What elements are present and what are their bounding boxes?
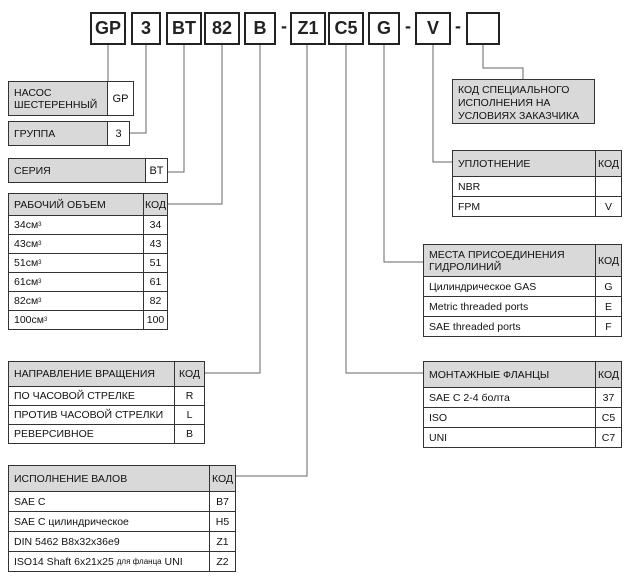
table-row [9, 310, 167, 329]
table-row [9, 386, 204, 405]
rotation-code: B [174, 425, 204, 443]
table-header-row [453, 151, 621, 176]
port-name: Metric threaded ports [429, 300, 529, 313]
shafts-header: ИСПОЛНЕНИЕ ВАЛОВ [14, 472, 128, 485]
table-header-row [9, 194, 167, 215]
seal-code [595, 177, 621, 196]
displacement-value: 51 см 3 [14, 257, 42, 269]
flange-name: ISO [429, 411, 448, 424]
table-row [424, 276, 621, 296]
shaft-code: Z1 [209, 532, 235, 551]
rotation-header: НАПРАВЛЕНИЕ ВРАЩЕНИЯ [14, 368, 156, 380]
code-box-ports: G [368, 12, 400, 45]
code-box-flange: C5 [328, 12, 364, 45]
displacement-value: 34 см 3 [14, 219, 42, 231]
port-code: F [595, 317, 621, 336]
seal-name: FPM [458, 200, 481, 213]
seals-table [452, 150, 622, 217]
connector-flanges [346, 45, 425, 373]
seals-header: УПЛОТНЕНИЕ [458, 157, 531, 170]
port-name: Цилиндрическое GAS [429, 280, 537, 293]
table-row [424, 316, 621, 336]
code-dash: - [405, 16, 411, 36]
table-row [9, 253, 167, 272]
connector-seals [433, 45, 454, 162]
code-dash: - [455, 16, 461, 36]
code-header: КОД [143, 194, 167, 215]
code-box-shaft: Z1 [290, 12, 326, 45]
rotation-table [8, 361, 205, 444]
displacement-code: 51 [143, 254, 167, 272]
displacement-code: 82 [143, 292, 167, 310]
table-row [9, 424, 204, 443]
connector-displacement [168, 45, 222, 204]
table-row [9, 531, 235, 551]
port-code: G [595, 277, 621, 296]
table-row [424, 407, 621, 427]
table-row [9, 511, 235, 531]
table-row [9, 291, 167, 310]
code-box-rotation: B [244, 12, 276, 45]
flange-code: C5 [595, 408, 621, 427]
connector-special [483, 45, 523, 79]
seal-name: NBR [458, 180, 481, 193]
pump-type-value: GP [107, 82, 133, 115]
table-row [424, 296, 621, 316]
shaft-code: Z2 [209, 552, 235, 571]
group-box [8, 121, 130, 146]
displacement-value: 61 см 3 [14, 276, 42, 288]
shaft-name: SAE C [14, 495, 46, 508]
displacement-header: РАБОЧИЙ ОБЪЕМ [14, 198, 106, 211]
table-header-row [424, 362, 621, 387]
connector-shafts [236, 45, 307, 476]
flanges-header: МОНТАЖНЫЕ ФЛАНЦЫ [429, 368, 550, 381]
code-box-series: BT [166, 12, 202, 45]
ports-table [423, 244, 622, 337]
rotation-name: ПРОТИВ ЧАСОВОЙ СТРЕЛКИ [14, 409, 164, 421]
code-header: КОД [595, 362, 621, 387]
table-header-row [424, 245, 621, 276]
pump-type-box [8, 81, 134, 116]
shafts-table [8, 465, 236, 572]
displacement-code: 43 [143, 235, 167, 253]
table-row [424, 427, 621, 447]
code-header: КОД [595, 245, 621, 276]
flange-name: UNI [429, 431, 448, 444]
displacement-value: 43 см 3 [14, 238, 42, 250]
shaft-name: ISO14 Shaft 6x21x25 для фланца UNI [14, 555, 183, 568]
code-box-displacement: 82 [204, 12, 240, 45]
seal-code: V [595, 197, 621, 216]
displacement-value: 82 см 3 [14, 295, 42, 307]
pump-type-label: НАСОС ШЕСТЕРЕННЫЙ [14, 86, 98, 111]
code-header: КОД [595, 151, 621, 176]
table-row [9, 551, 235, 571]
flange-name: SAE C 2-4 болта [429, 391, 510, 404]
flange-code: 37 [595, 388, 621, 407]
table-row [9, 491, 235, 511]
flanges-table [423, 361, 622, 448]
table-header-row [9, 466, 235, 491]
port-code: E [595, 297, 621, 316]
table-header-row [9, 362, 204, 386]
code-box-seal: V [415, 12, 451, 45]
code-box-type: GP [90, 12, 126, 45]
connector-series [168, 45, 184, 172]
rotation-name: РЕВЕРСИВНОЕ [14, 428, 94, 440]
rotation-name: ПО ЧАСОВОЙ СТРЕЛКЕ [14, 390, 135, 402]
rotation-code: R [174, 387, 204, 405]
code-header: КОД [174, 362, 204, 386]
series-label: СЕРИЯ [14, 164, 51, 177]
group-value: 3 [107, 122, 129, 145]
connector-ports [384, 45, 425, 262]
displacement-value: 100 см 3 [14, 314, 48, 326]
shaft-code: B7 [209, 492, 235, 511]
displacement-code: 100 [143, 311, 167, 329]
table-row [424, 387, 621, 407]
shaft-code: H5 [209, 512, 235, 531]
shaft-name: DIN 5462 B8x32x36e9 [14, 535, 120, 548]
connector-rotation [197, 45, 260, 373]
code-box-group: 3 [131, 12, 161, 45]
table-row [453, 196, 621, 216]
code-header: КОД [209, 466, 235, 491]
table-row [9, 405, 204, 424]
port-name: SAE threaded ports [429, 320, 521, 333]
displacement-code: 61 [143, 273, 167, 291]
code-box-special [466, 12, 500, 45]
flange-code: C7 [595, 428, 621, 447]
table-row [453, 176, 621, 196]
ports-header: МЕСТА ПРИСОЕДИНЕНИЯ ГИДРОЛИНИЙ [429, 248, 565, 273]
table-row [9, 272, 167, 291]
code-dash: - [281, 16, 287, 36]
series-value: BT [145, 159, 167, 182]
table-row [9, 215, 167, 234]
rotation-code: L [174, 406, 204, 424]
group-label: ГРУППА [14, 127, 56, 140]
displacement-code: 34 [143, 216, 167, 234]
displacement-table [8, 193, 168, 330]
shaft-name: SAE C цилиндрическое [14, 515, 129, 528]
special-code-note: КОД СПЕЦИАЛЬНОГО ИСПОЛНЕНИЯ НА УСЛОВИЯХ ЗАКАЗЧИКА [452, 79, 595, 124]
table-row [9, 234, 167, 253]
series-box [8, 158, 168, 183]
